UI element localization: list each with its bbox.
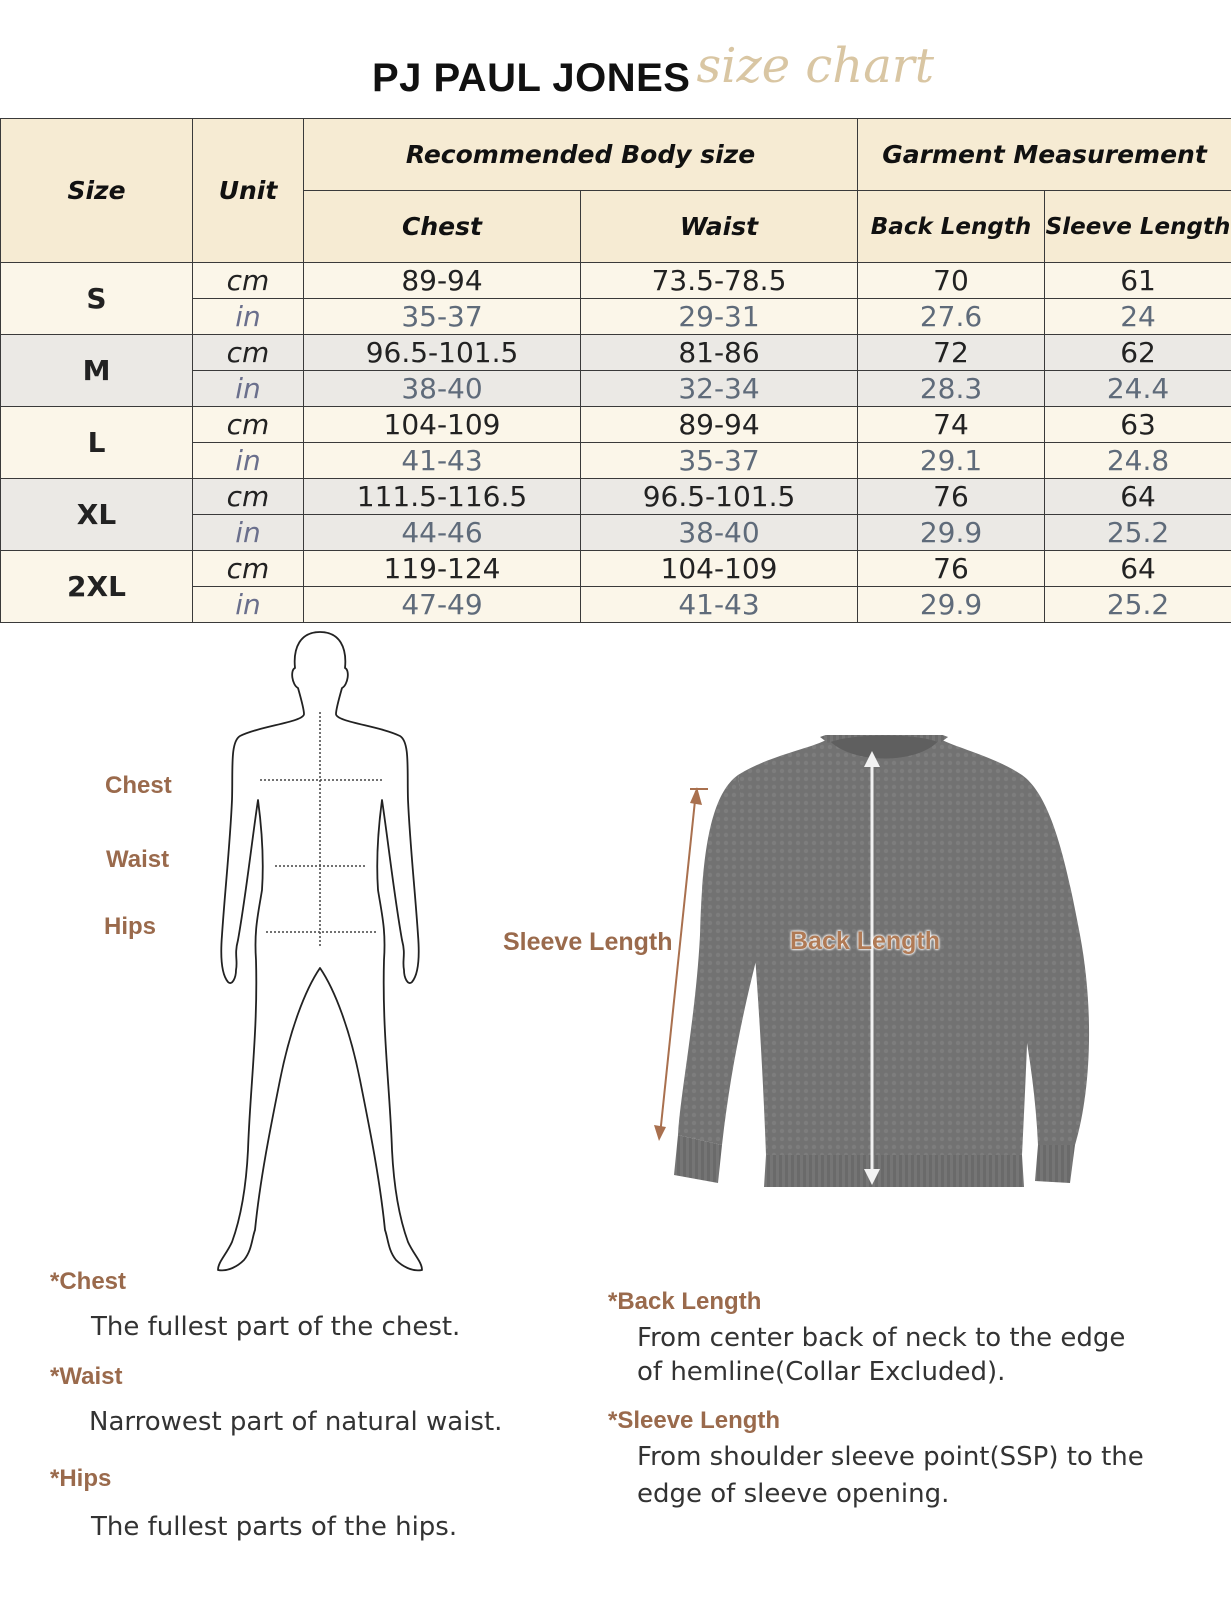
- value-cell: 74: [858, 407, 1045, 443]
- size-table: [0, 118, 1231, 623]
- note-back-heading: *Back Length: [608, 1288, 762, 1315]
- note-sleeve-heading: *Sleeve Length: [608, 1407, 781, 1434]
- body-label-waist: Waist: [106, 846, 170, 873]
- value-cell: 104-109: [304, 407, 581, 443]
- value-cell: 24: [1045, 299, 1231, 335]
- table-row: [1, 479, 1231, 515]
- unit-cell: in: [193, 587, 304, 623]
- value-cell: 111.5-116.5: [304, 479, 581, 515]
- value-cell: 38-40: [304, 371, 581, 407]
- note-chest-text: The fullest part of the chest.: [91, 1312, 461, 1342]
- value-cell: 29-31: [581, 299, 858, 335]
- unit-cell: in: [193, 443, 304, 479]
- unit-cell: cm: [193, 407, 304, 443]
- value-cell: 35-37: [304, 299, 581, 335]
- size-cell: 2XL: [1, 551, 193, 623]
- page-title: [372, 28, 934, 98]
- value-cell: 25.2: [1045, 587, 1231, 623]
- value-cell: 27.6: [858, 299, 1045, 335]
- note-sleeve-text-2: edge of sleeve opening.: [637, 1479, 950, 1509]
- sweater-image: [650, 735, 1130, 1215]
- value-cell: 76: [858, 551, 1045, 587]
- value-cell: 25.2: [1045, 515, 1231, 551]
- value-cell: 41-43: [581, 587, 858, 623]
- table-row: [1, 335, 1231, 371]
- value-cell: 44-46: [304, 515, 581, 551]
- value-cell: 89-94: [581, 407, 858, 443]
- body-figure: [200, 630, 440, 1290]
- body-label-hips: Hips: [104, 913, 157, 940]
- unit-cell: cm: [193, 335, 304, 371]
- header-unit: Unit: [193, 119, 304, 263]
- value-cell: 28.3: [858, 371, 1045, 407]
- unit-cell: cm: [193, 263, 304, 299]
- value-cell: 76: [858, 479, 1045, 515]
- value-cell: 72: [858, 335, 1045, 371]
- value-cell: 64: [1045, 479, 1231, 515]
- unit-cell: in: [193, 299, 304, 335]
- brand-name: PJ PAUL JONES: [372, 56, 691, 100]
- note-back-text-1: From center back of neck to the edge: [637, 1323, 1126, 1353]
- note-hips-text: The fullest parts of the hips.: [91, 1512, 458, 1542]
- note-waist-text: Narrowest part of natural waist.: [89, 1407, 503, 1437]
- value-cell: 73.5-78.5: [581, 263, 858, 299]
- note-chest-heading: *Chest: [50, 1268, 127, 1295]
- table-row: [1, 263, 1231, 299]
- size-cell: XL: [1, 479, 193, 551]
- header-body-size: Recommended Body size: [304, 119, 858, 191]
- note-sleeve-text-1: From shoulder sleeve point(SSP) to the: [637, 1442, 1144, 1472]
- table-row: [1, 551, 1231, 587]
- unit-cell: cm: [193, 479, 304, 515]
- header-chest: Chest: [304, 191, 581, 263]
- value-cell: 70: [858, 263, 1045, 299]
- value-cell: 64: [1045, 551, 1231, 587]
- unit-cell: in: [193, 371, 304, 407]
- value-cell: 96.5-101.5: [304, 335, 581, 371]
- table-row: [1, 407, 1231, 443]
- value-cell: 29.9: [858, 587, 1045, 623]
- size-cell: S: [1, 263, 193, 335]
- value-cell: 24.4: [1045, 371, 1231, 407]
- size-cell: M: [1, 335, 193, 407]
- value-cell: 104-109: [581, 551, 858, 587]
- value-cell: 89-94: [304, 263, 581, 299]
- sweater-label-sleeve: Sleeve Length: [503, 928, 673, 956]
- value-cell: 29.9: [858, 515, 1045, 551]
- value-cell: 63: [1045, 407, 1231, 443]
- value-cell: 47-49: [304, 587, 581, 623]
- header-size: Size: [1, 119, 193, 263]
- value-cell: 81-86: [581, 335, 858, 371]
- note-hips-heading: *Hips: [50, 1465, 112, 1492]
- sweater-label-back: Back Length: [790, 927, 941, 955]
- value-cell: 24.8: [1045, 443, 1231, 479]
- note-back-text-2: of hemline(Collar Excluded).: [637, 1357, 1006, 1387]
- unit-cell: cm: [193, 551, 304, 587]
- value-cell: 61: [1045, 263, 1231, 299]
- body-label-chest: Chest: [105, 772, 172, 799]
- header-back-length: Back Length: [858, 191, 1045, 263]
- size-chart-script: size chart: [696, 38, 935, 94]
- value-cell: 96.5-101.5: [581, 479, 858, 515]
- value-cell: 29.1: [858, 443, 1045, 479]
- value-cell: 62: [1045, 335, 1231, 371]
- note-waist-heading: *Waist: [50, 1363, 123, 1390]
- header-garment: Garment Measurement: [858, 119, 1231, 191]
- header-waist: Waist: [581, 191, 858, 263]
- value-cell: 32-34: [581, 371, 858, 407]
- unit-cell: in: [193, 515, 304, 551]
- value-cell: 35-37: [581, 443, 858, 479]
- size-cell: L: [1, 407, 193, 479]
- value-cell: 41-43: [304, 443, 581, 479]
- header-sleeve-length: Sleeve Length: [1045, 191, 1231, 263]
- value-cell: 38-40: [581, 515, 858, 551]
- value-cell: 119-124: [304, 551, 581, 587]
